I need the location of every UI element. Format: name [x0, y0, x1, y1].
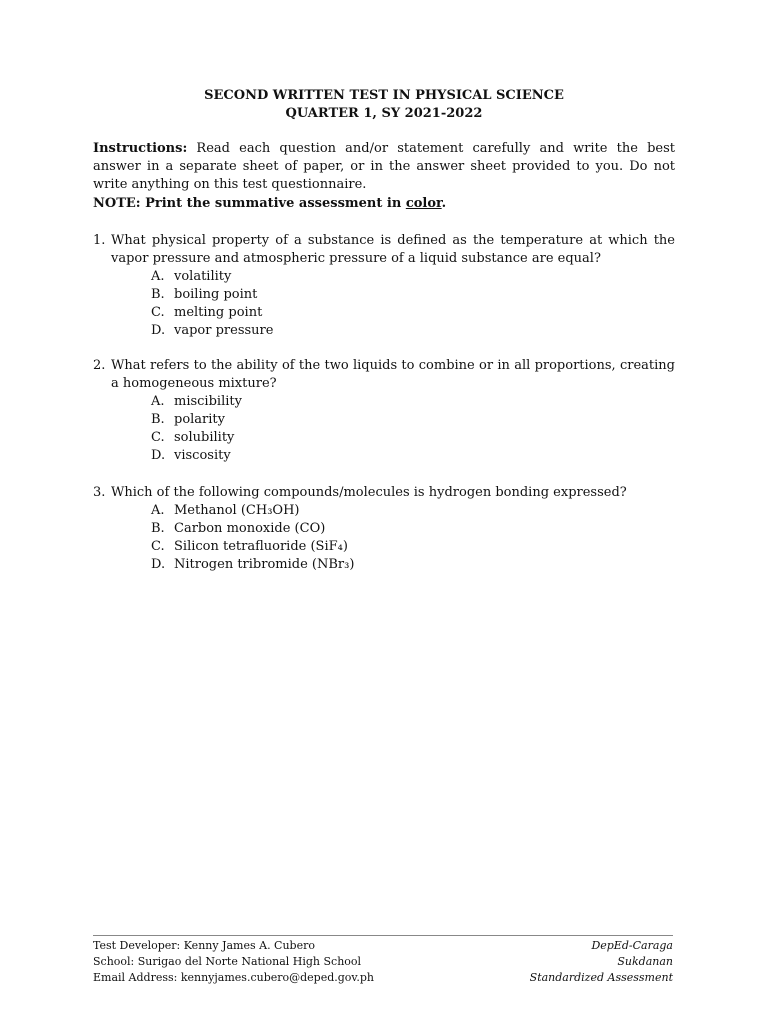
footer-school: School: Surigao del Norte National High School [93, 955, 362, 968]
option-letter: A. [151, 269, 165, 284]
option-letter: B. [151, 521, 165, 536]
option-text: polarity [174, 412, 225, 427]
option-text: Nitrogen tribromide (NBr₃) [174, 557, 355, 572]
option-item [151, 286, 675, 304]
question-3 [93, 484, 675, 574]
footer-program: Sukdanan [617, 955, 673, 968]
option-item [151, 322, 675, 340]
question-stem [93, 232, 675, 268]
note-suffix: . [441, 196, 447, 211]
option-item [151, 304, 675, 322]
question-2 [93, 357, 675, 465]
note-emphasis: color [405, 196, 442, 211]
option-item [151, 556, 675, 574]
instructions-text: Read each question and/or statement carefully and write the best answer in a separate sheet of paper, or in the answer sheet provided to you. Do not write anything on this test questionnaire. [93, 141, 675, 192]
question-number: 2. [93, 358, 106, 373]
option-letter: A. [151, 394, 165, 409]
question-stem [93, 357, 675, 393]
note-line [93, 195, 675, 213]
option-item [151, 393, 675, 411]
question-text: Which of the following compounds/molecules is hydrogen bonding expressed? [111, 485, 627, 500]
option-list [151, 393, 675, 465]
option-text: solubility [174, 430, 235, 445]
option-text: miscibility [174, 394, 242, 409]
question-number: 3. [93, 485, 106, 500]
test-subtitle: QUARTER 1, SY 2021-2022 [285, 106, 483, 121]
instructions-paragraph [93, 140, 675, 194]
option-text: volatility [174, 269, 232, 284]
question-1 [93, 232, 675, 340]
question-text: What physical property of a substance is defined as the temperature at which the vapor pressure and atmospheric pressure of a liquid substance are equal? [111, 233, 675, 266]
option-letter: C. [151, 305, 165, 320]
option-letter: D. [151, 448, 166, 463]
note-prefix: NOTE: Print the summative assessment in [93, 196, 406, 211]
instructions-label: Instructions: [93, 141, 188, 156]
option-text: boiling point [174, 287, 258, 302]
option-text: Methanol (CH₃OH) [174, 503, 300, 518]
footer-divider [93, 935, 673, 936]
option-item [151, 502, 675, 520]
option-letter: C. [151, 539, 165, 554]
question-text: What refers to the ability of the two liquids to combine or in all proportions, creating a homogeneous mixture? [111, 358, 675, 391]
footer-developer: Test Developer: Kenny James A. Cubero [93, 939, 315, 952]
option-letter: D. [151, 557, 166, 572]
option-letter: B. [151, 412, 165, 427]
footer-developer-info [93, 938, 374, 986]
footer-assessment-type: Standardized Assessment [529, 971, 673, 984]
option-item [151, 538, 675, 556]
option-text: viscosity [174, 448, 231, 463]
option-letter: A. [151, 503, 165, 518]
option-list [151, 268, 675, 340]
option-text: Carbon monoxide (CO) [174, 521, 326, 536]
question-stem [93, 484, 675, 502]
option-item [151, 268, 675, 286]
option-item [151, 520, 675, 538]
footer-org-info [530, 938, 673, 986]
option-text: Silicon tetrafluoride (SiF₄) [174, 539, 348, 554]
question-number: 1. [93, 233, 106, 248]
footer-org: DepEd-Caraga [591, 939, 673, 952]
option-item [151, 411, 675, 429]
footer-email: Email Address: kennyjames.cubero@deped.gov.ph [93, 971, 374, 984]
option-item [151, 429, 675, 447]
option-text: melting point [174, 305, 263, 320]
option-letter: D. [151, 323, 166, 338]
option-list [151, 502, 675, 574]
test-title: SECOND WRITTEN TEST IN PHYSICAL SCIENCE [204, 88, 564, 103]
option-item [151, 447, 675, 465]
option-letter: C. [151, 430, 165, 445]
option-letter: B. [151, 287, 165, 302]
option-text: vapor pressure [174, 323, 274, 338]
